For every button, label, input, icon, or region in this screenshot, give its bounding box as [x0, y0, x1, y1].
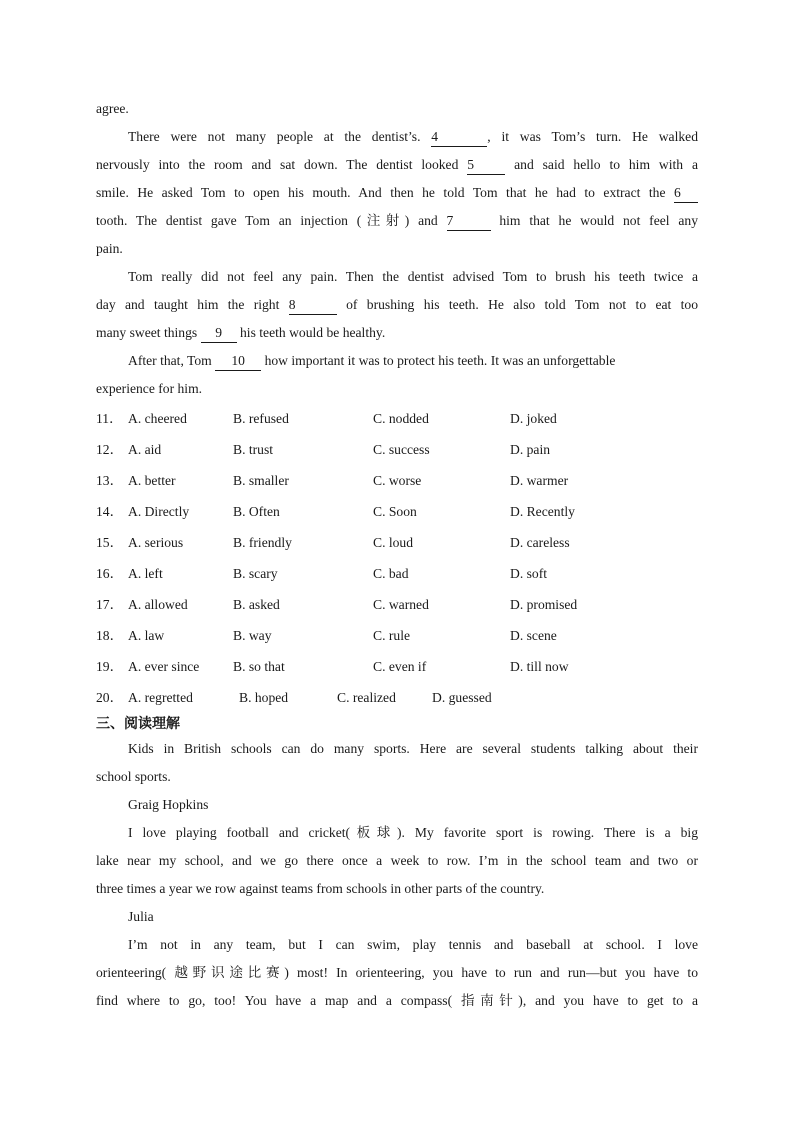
passage-line: Tom really did not feel any pain. Then the dentist advised Tom to brush his teeth twice a: [128, 269, 698, 284]
passage-line: nervously into the room and sat down. The dentist looked 5 and said hello to him with a: [96, 151, 698, 179]
passage-line: agree.: [96, 101, 129, 116]
question-row: 17． A. allowed B. asked C. warned D. promised: [96, 597, 578, 612]
passage-line: many sweet things 9 his teeth would be healthy.: [96, 319, 698, 347]
blank-10: 10: [215, 353, 261, 371]
blank-6: 6: [674, 185, 698, 203]
question-row: 13． A. better B. smaller C. worse D. warmer: [96, 473, 569, 488]
student-name: Julia: [128, 909, 154, 924]
question-list: [96, 403, 698, 713]
document-page: [96, 95, 698, 1015]
passage-line: pain.: [96, 241, 123, 256]
question-row: 14． A. Directly B. Often C. Soon D. Recently: [96, 504, 575, 519]
question-row: 15． A. serious B. friendly C. loud D. careless: [96, 535, 570, 550]
question-row: 16． A. left B. scary C. bad D. soft: [96, 566, 548, 581]
passage-line: orienteering( 越野识途比赛) most! In orienteering, you have to run and run—but you have to: [96, 965, 698, 980]
blank-4: 4: [431, 129, 487, 147]
blank-5: 5: [467, 157, 505, 175]
intro-line: Kids in British schools can do many sports. Here are several students talking about their: [128, 741, 698, 756]
question-row: 20． A. regretted B. hoped C. realized D. guessed: [96, 690, 492, 705]
passage-line: tooth. The dentist gave Tom an injection (注射) and 7 him that he would not feel any: [96, 207, 698, 235]
passage-line: I’m not in any team, but I can swim, play tennis and baseball at school. I love: [128, 937, 698, 952]
question-row: 12． A. aid B. trust C. success D. pain: [96, 442, 551, 457]
blank-8: 8: [289, 297, 337, 315]
passage-line: three times a year we row against teams from schools in other parts of the country.: [96, 881, 545, 896]
intro-line: school sports.: [96, 769, 171, 784]
section-title: 三、阅读理解: [96, 716, 180, 732]
question-row: 19． A. ever since B. so that C. even if D. till now: [96, 659, 569, 674]
blank-7: 7: [447, 213, 491, 231]
passage-line: smile. He asked Tom to open his mouth. And then he told Tom that he had to extract the 6: [96, 179, 698, 207]
question-row: 11． A. cheered B. refused C. nodded D. joked: [96, 411, 557, 426]
passage-line: After that, Tom 10 how important it was to protect his teeth. It was an unforgettable: [96, 347, 698, 375]
student-name: Graig Hopkins: [128, 797, 209, 812]
passage-line: experience for him.: [96, 381, 203, 396]
passage-line: There were not many people at the dentist’s. 4 , it was Tom’s turn. He walked: [96, 123, 698, 151]
question-row: 18． A. law B. way C. rule D. scene: [96, 628, 557, 643]
blank-9: 9: [201, 325, 237, 343]
passage-line: I love playing football and cricket(板球). My favorite sport is rowing. There is a big: [128, 825, 698, 840]
passage-line: find where to go, too! You have a map and a compass( 指南针), and you have to get to a: [96, 993, 698, 1008]
passage-line: lake near my school, and we go there once a week to row. I’m in the school team and two or: [96, 853, 698, 868]
passage-line: day and taught him the right 8 of brushing his teeth. He also told Tom not to eat too: [96, 291, 698, 319]
